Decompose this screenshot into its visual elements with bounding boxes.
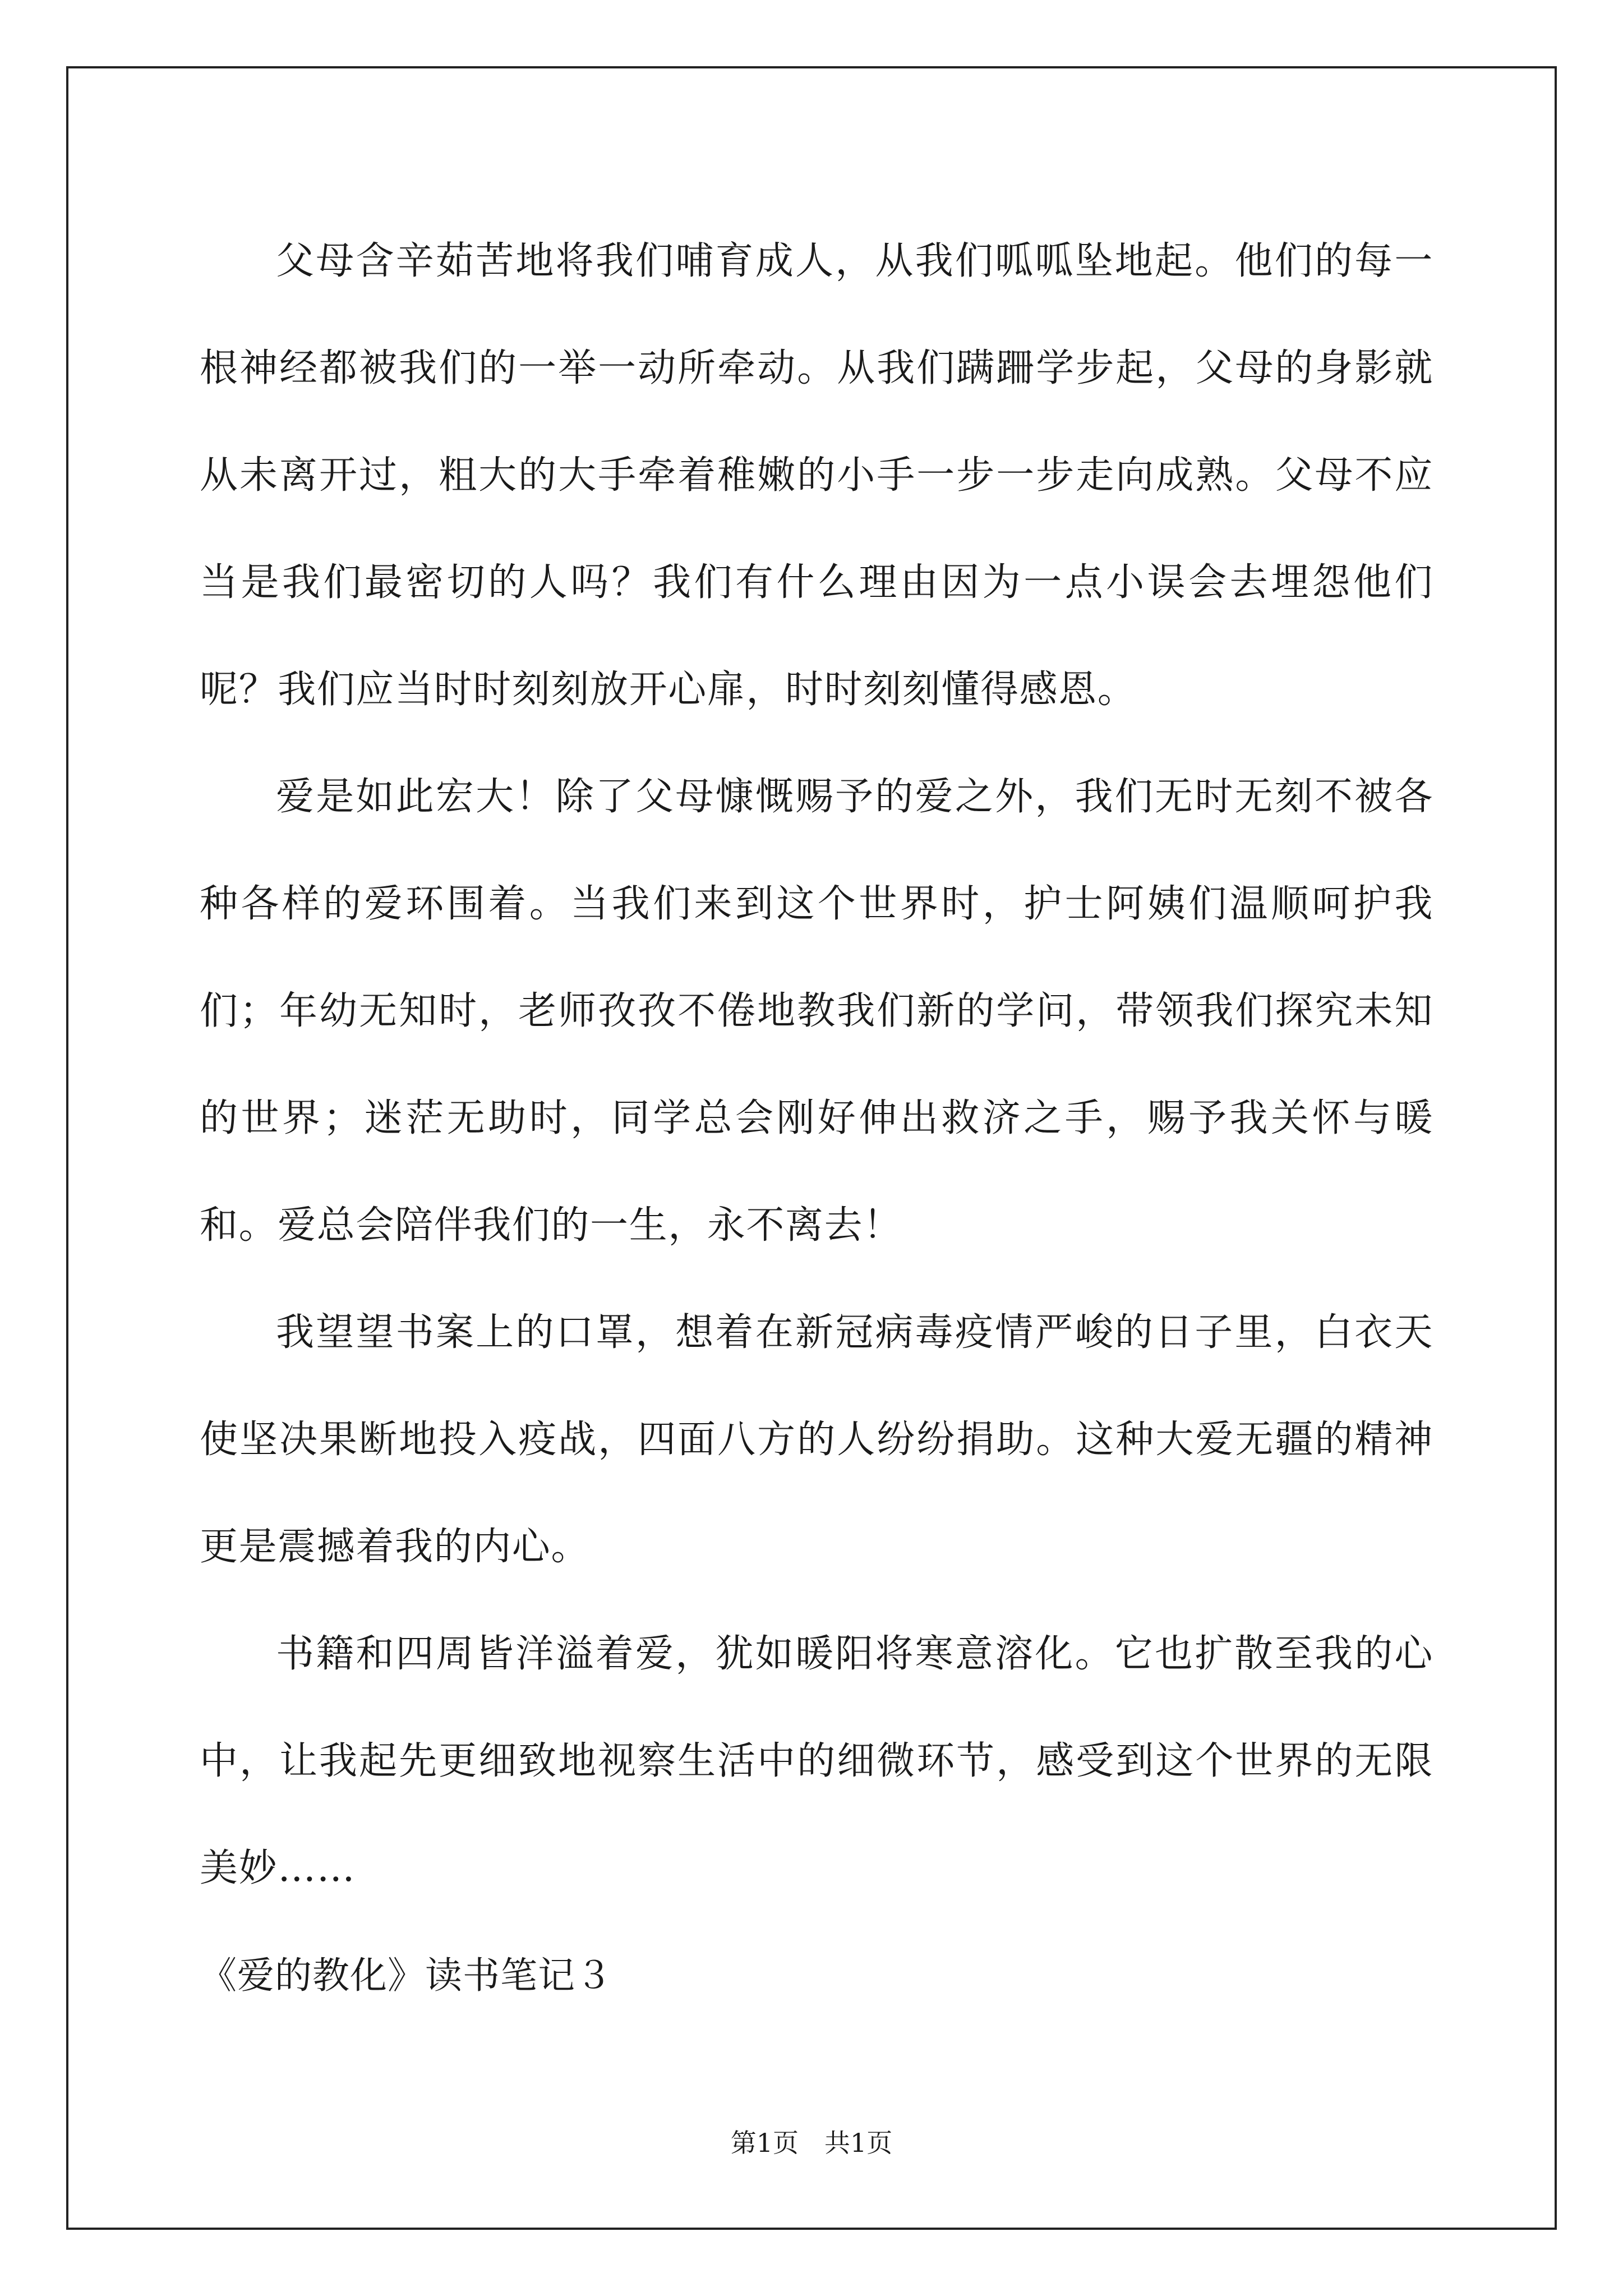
paragraph-love-everywhere: 爱是如此宏大！除了父母慷慨赐予的爱之外，我们无时无刻不被各种各样的爱环围着。当我们来到这个世界时，护士阿姨们温顺呵护我们；年幼无知时，老师孜孜不倦地教我们新的学问，带领我们探究未知的世界；迷茫无助时，同学总会刚好伸出救济之手，赐予我关怀与暖和。爱总会陪伴我们的一生，永不离去！ [200,775,1433,1248]
document-body [200,208,1433,2029]
page-footer [0,2126,1623,2160]
section-heading: 《爱的教化》读书笔记３ [200,1954,613,1997]
page-number-current: 第1页 [730,2128,799,2158]
page-number-total: 共1页 [824,2128,893,2158]
paragraph-parents: 父母含辛茹苦地将我们哺育成人，从我们呱呱坠地起。他们的每一根神经都被我们的一举一动所牵动。从我们蹒跚学步起，父母的身影就从未离开过，粗大的大手牵着稚嫩的小手一步一步走向成熟。父母不应当是我们最密切的人吗？我们有什么理由因为一点小误会去埋怨他们呢？我们应当时时刻刻放开心扉，时时刻刻懂得感恩。 [200,239,1433,712]
paragraph-books: 书籍和四周皆洋溢着爱，犹如暖阳将寒意溶化。它也扩散至我的心中，让我起先更细致地视察生活中的细微环节，感受到这个世界的无限美妙…… [200,1632,1433,1890]
paragraph-mask: 我望望书案上的口罩，想着在新冠病毒疫情严峻的日子里，白衣天使坚决果断地投入疫战，四面八方的人纷纷捐助。这种大爱无疆的精神更是震撼着我的内心。 [200,1310,1433,1569]
